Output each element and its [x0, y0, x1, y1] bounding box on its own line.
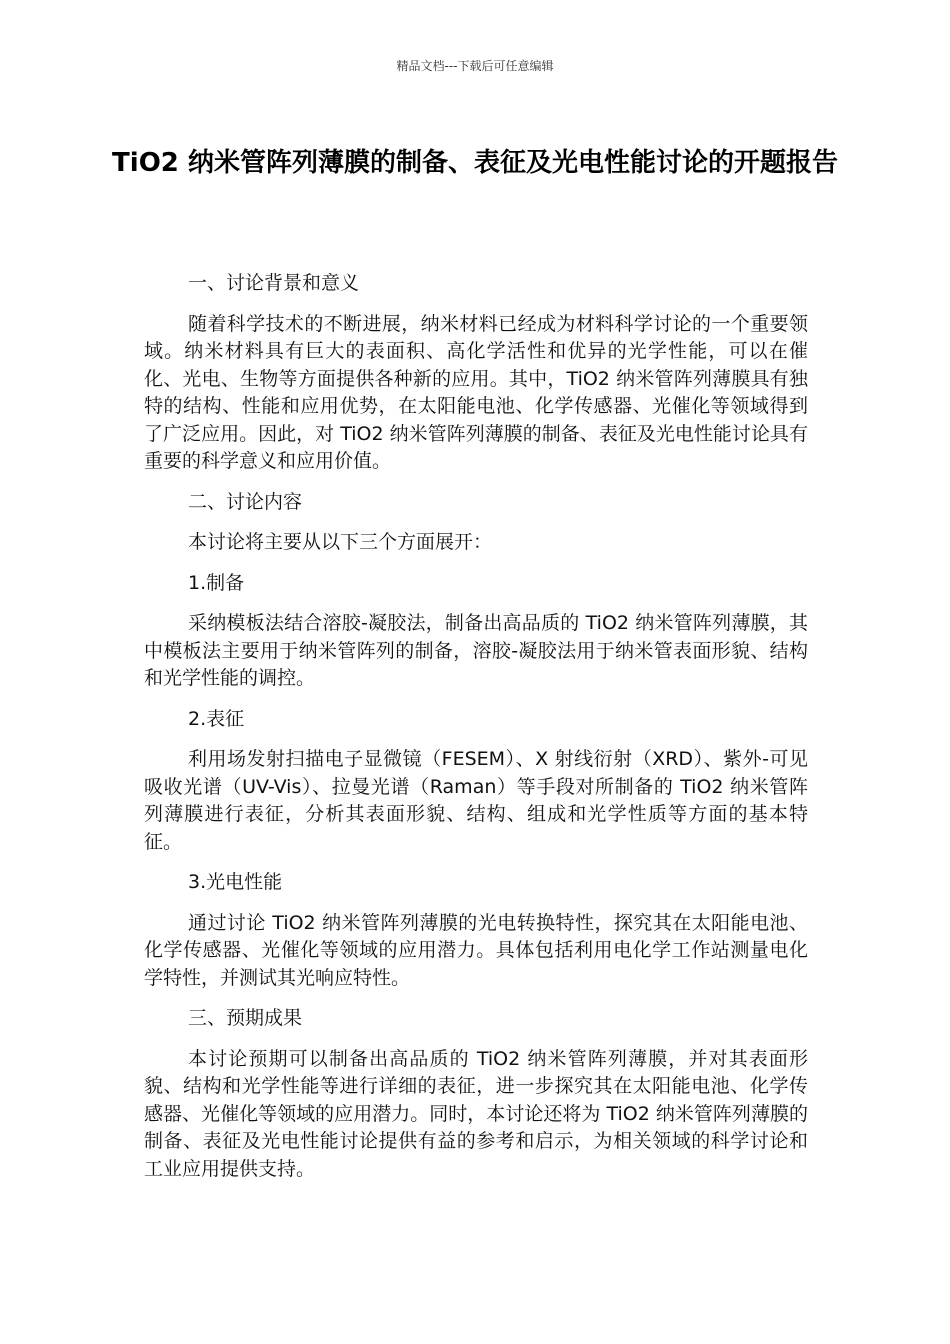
subheading-characterization: 2.表征 [188, 707, 245, 730]
paragraph-preparation: 采纳模板法结合溶胶-凝胶法，制备出高品质的 TiO2 纳米管阵列薄膜，其中模板法主要用于纳米管阵列的制备，溶胶-凝胶法用于纳米管表面形貌、结构和光学性能的调控。 [144, 612, 808, 689]
paragraph-characterization: 利用场发射扫描电子显微镜（FESEM）、X 射线衍射（XRD）、紫外-可见吸收光谱（UV-Vis）、拉曼光谱（Raman）等手段对所制备的 TiO2 纳米管阵列薄膜进行表征，分析其表面形貌、结构、组成和光学性质等方面的基本特征。 [144, 748, 808, 853]
section-heading-background: 一、讨论背景和意义 [188, 272, 360, 294]
paragraph-content-intro: 本讨论将主要从以下三个方面展开： [188, 531, 493, 553]
paragraph-background: 随着科学技术的不断进展，纳米材料已经成为材料科学讨论的一个重要领域。纳米材料具有巨大的表面积、高化学活性和优异的光学性能，可以在催化、光电、生物等方面提供各种新的应用。其中，TiO2 纳米管阵列薄膜具有独特的结构、性能和应用优势，在太阳能电池、化学传感器、光催化等领域得到了广泛应用。因此，对 TiO2 纳米管阵列薄膜的制备、表征及光电性能讨论具有重要的科学意义和应用价值。 [144, 312, 808, 472]
section-heading-content: 二、讨论内容 [188, 490, 303, 513]
subheading-photoelectric: 3.光电性能 [188, 871, 283, 893]
section-heading-expected-results: 三、预期成果 [188, 1007, 303, 1029]
subheading-preparation: 1.制备 [188, 571, 245, 594]
paragraph-photoelectric: 通过讨论 TiO2 纳米管阵列薄膜的光电转换特性，探究其在太阳能电池、化学传感器、光催化等领域的应用潜力。具体包括利用电化学工作站测量电化学特性，并测试其光响应特性。 [144, 911, 808, 989]
header-note: 精品文档---下载后可任意编辑 [396, 59, 554, 73]
paragraph-expected-results: 本讨论预期可以制备出高品质的 TiO2 纳米管阵列薄膜，并对其表面形貌、结构和光学性能等进行详细的表征，进一步探究其在太阳能电池、化学传感器、光催化等领域的应用潜力。同时，本讨论还将为 TiO2 纳米管阵列薄膜的制备、表征及光电性能讨论提供有益的参考和启示，为相关领域的科学讨论和工业应用提供支持。 [144, 1047, 808, 1180]
document-title: TiO2 纳米管阵列薄膜的制备、表征及光电性能讨论的开题报告 [112, 148, 838, 178]
document-body [144, 270, 808, 1196]
